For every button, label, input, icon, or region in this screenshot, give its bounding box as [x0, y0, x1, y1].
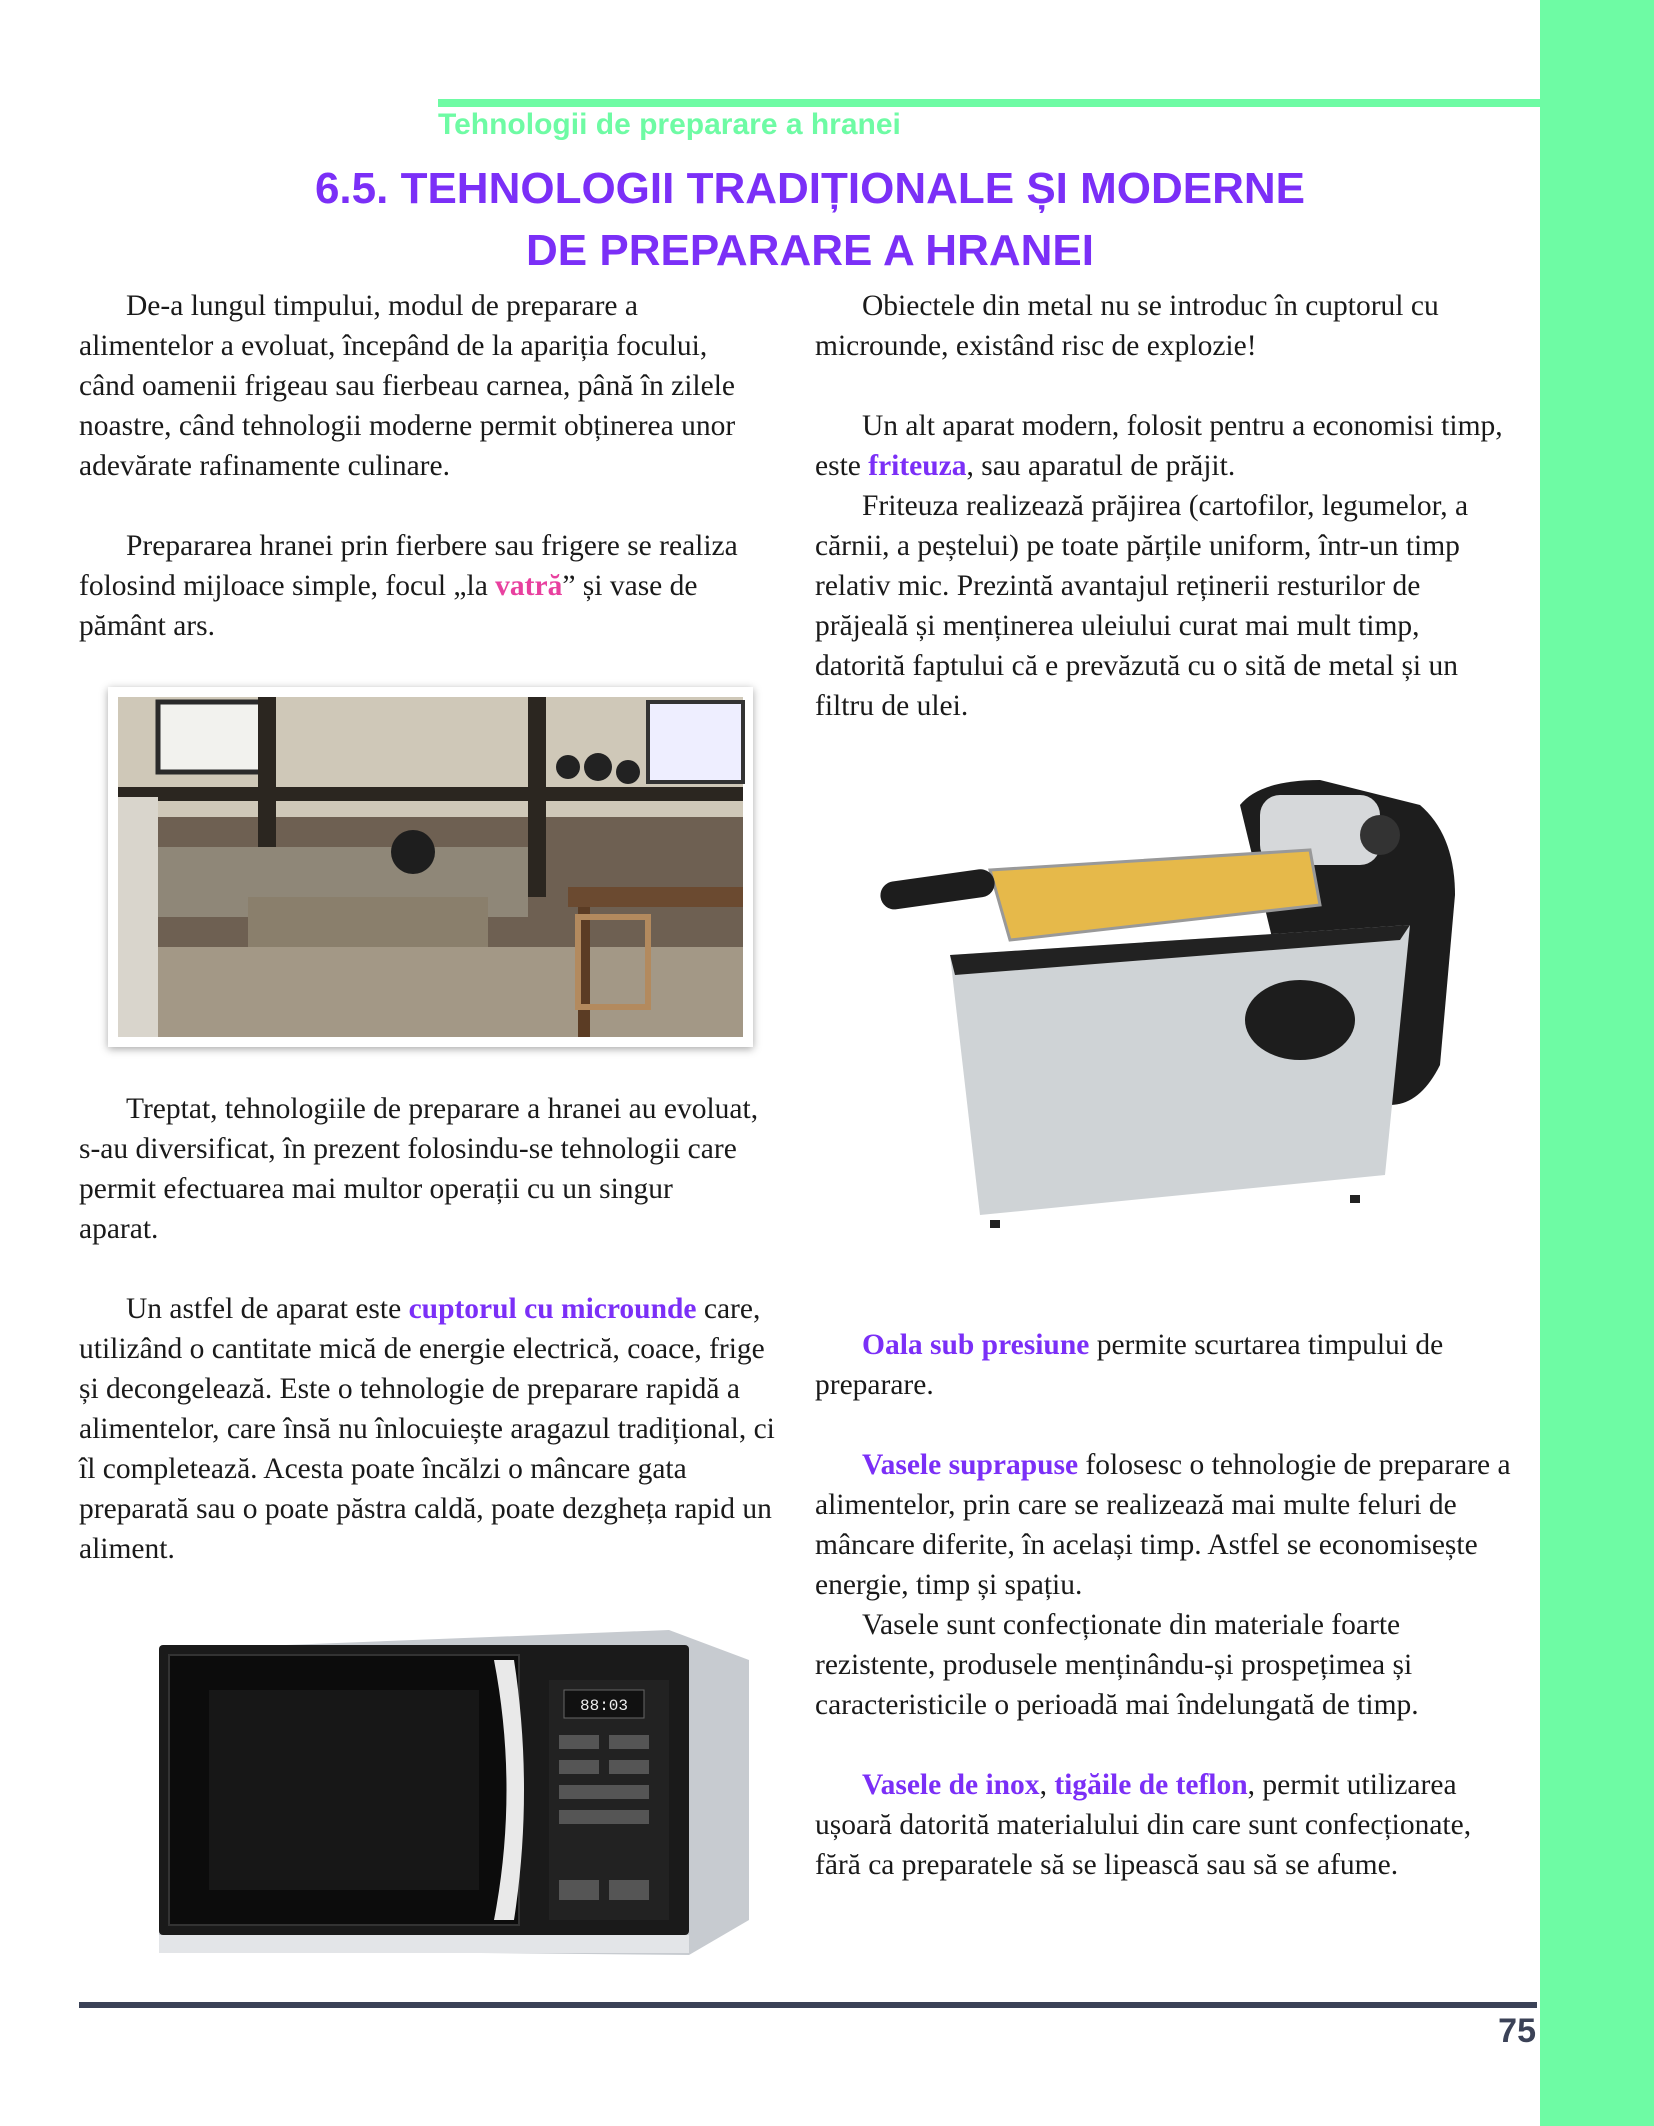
text: Vasele sunt confecționate din materiale foarte rezistente, produsele menținându-și prospețimea și caracteristicile o perioadă mai îndelungată de timp. [815, 1609, 1419, 1721]
text: folosesc o tehnologie de preparare a alimentelor, prin care se realizează mai multe feluri de mâncare diferite, în același timp. Astfel se economisește energie, timp și spațiu. [815, 1449, 1511, 1601]
text: Prepararea hranei prin fierbere sau frigere se realiza folosind mijloace simple, focul „la [79, 530, 738, 602]
chapter-title: Tehnologii de preparare a hranei [438, 108, 901, 141]
paragraph-metal-warning [815, 286, 1535, 366]
paragraph-microwave [79, 1289, 779, 1569]
section-title [180, 158, 1440, 282]
paragraph-intro [79, 286, 759, 486]
section-title-line2: DE PREPARARE A HRANEI [526, 226, 1094, 275]
paragraph-evolution [79, 1089, 759, 1249]
paragraph-fryer [815, 406, 1535, 486]
term-pressure-cooker: Oala sub presiune [862, 1329, 1090, 1361]
text: Treptat, tehnologiile de preparare a hranei au evoluat, s-au diversificat, în prezent folosindu-se tehnologii care permit efectuarea mai multor operații cu un singur aparat. [79, 1093, 759, 1245]
text: Friteuza realizează prăjirea (cartofilor, legumelor, a cărnii, a peștelui) pe toate părțile uniform, într-un timp relativ mic. Prezintă avantajul reținerii resturilor de prăjeală și menținerea uleiului curat mai mult timp, datorită faptului că e prevăzută cu o sită de metal și un filtru de ulei. [815, 490, 1469, 722]
text: , sau aparatul de prăjit. [966, 450, 1236, 482]
term-stacked-pots: Vasele suprapuse [862, 1449, 1079, 1481]
text: care, utilizând o cantitate mică de energie electrică, coace, frige și decongelează. Este o tehnologie de preparare rapidă a alimentelor, care însă nu înlocuiește aragazul tradițional, ci îl completează. Acesta poate încălzi o mâncare gata preparată sau o poate păstra caldă, poate dezgheța rapid un aliment. [79, 1293, 775, 1565]
text: ” și vase de pământ ars. [79, 570, 698, 642]
paragraph-inox-teflon [815, 1765, 1515, 1885]
term-vatra: vatră [495, 570, 563, 602]
paragraph-traditional [79, 526, 779, 646]
paragraph-stacked-pots [815, 1445, 1515, 1605]
text: Un alt aparat modern, folosit pentru a economisi timp, este [815, 410, 1503, 482]
text: Obiectele din metal nu se introduc în cuptorul cu microunde, existând risc de explozie! [815, 290, 1439, 362]
microwave-display: 88:03 [579, 1697, 629, 1715]
paragraph-pressure-cooker [815, 1325, 1515, 1405]
term-teflon: tigăile de teflon [1054, 1769, 1248, 1801]
text: Un astfel de aparat este [126, 1293, 409, 1325]
page-number: 75 [1498, 2012, 1536, 2050]
side-color-bar [1540, 0, 1654, 2126]
text: , [1039, 1769, 1055, 1801]
term-inox: Vasele de inox [862, 1769, 1040, 1801]
section-title-line1: 6.5. TEHNOLOGII TRADIȚIONALE ȘI MODERNE [314, 164, 1306, 213]
fryer-image [880, 775, 1460, 1230]
microwave-image [149, 1620, 749, 1960]
footer-rule [79, 2002, 1537, 2008]
text: De-a lungul timpului, modul de preparare a alimentelor a evoluat, începând de la apariția focului, când oamenii frigeau sau fierbeau carnea, până în zilele noastre, când tehnologii moderne permit obținerea unor adevărate rafinamente culinare. [79, 290, 736, 482]
paragraph-fryer-details [815, 486, 1515, 726]
term-microwave: cuptorul cu microunde [408, 1293, 697, 1325]
traditional-kitchen-image [108, 687, 753, 1047]
text: permite scurtarea timpului de preparare. [815, 1329, 1444, 1401]
term-fryer: friteuza [868, 450, 967, 482]
text: , permit utilizarea ușoară datorită materialului din care sunt confecționate, fără ca preparatele să se lipească sau să se afume. [815, 1769, 1472, 1881]
paragraph-materials [815, 1605, 1515, 1725]
header-rule [438, 99, 1540, 107]
